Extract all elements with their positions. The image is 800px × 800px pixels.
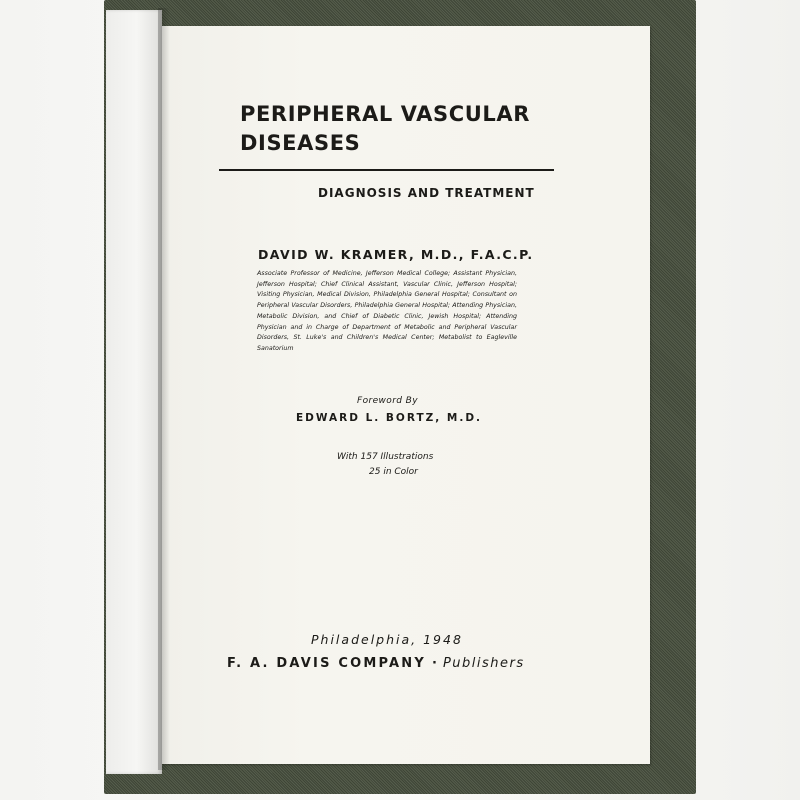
publication-place-year: Philadelphia, 1948: [311, 632, 463, 647]
book-title-line-1: PERIPHERAL VASCULAR: [240, 102, 531, 126]
book-subtitle: DIAGNOSIS AND TREATMENT: [318, 186, 535, 200]
illustrations-count: With 157 Illustrations: [337, 452, 434, 462]
author-name: DAVID W. KRAMER, M.D., F.A.C.P.: [258, 247, 534, 262]
book-title-line-2: DISEASES: [240, 131, 361, 155]
title-rule: [219, 169, 554, 171]
color-illustrations-count: 25 in Color: [369, 467, 418, 477]
publisher-separator: ·: [431, 656, 437, 671]
author-credentials: Associate Professor of Medicine, Jefferson Medical College; Assistant Physician, Jefferson Hospital; Chief Clinical Assistant, Vascular Clinic, Jefferson Hospital; Visiting Physician, Medical Division, Philadelphia General Hospital; Consultant on Peripheral Vascular Disorders, Philadelphia General Hospital; Attending Physician, Metabolic Division, and Chief of Diabetic Clinic, Jewish Hospital; Attending Physician and in Charge of Department of Metabolic and Peripheral Vascular Disorders, St. Luke's and Children's Medical Center; Metabolist to Eagleville Sanatorium: [257, 270, 517, 352]
foreword-author: EDWARD L. BORTZ, M.D.: [296, 412, 483, 424]
publisher-role: Publishers: [442, 656, 525, 671]
book-title: [240, 100, 530, 158]
publisher-name: F. A. DAVIS COMPANY: [227, 656, 426, 671]
gutter-shadow: [158, 8, 170, 770]
facing-page: [106, 10, 162, 774]
publisher-imprint: [227, 656, 525, 671]
foreword-label: Foreword By: [357, 396, 418, 406]
